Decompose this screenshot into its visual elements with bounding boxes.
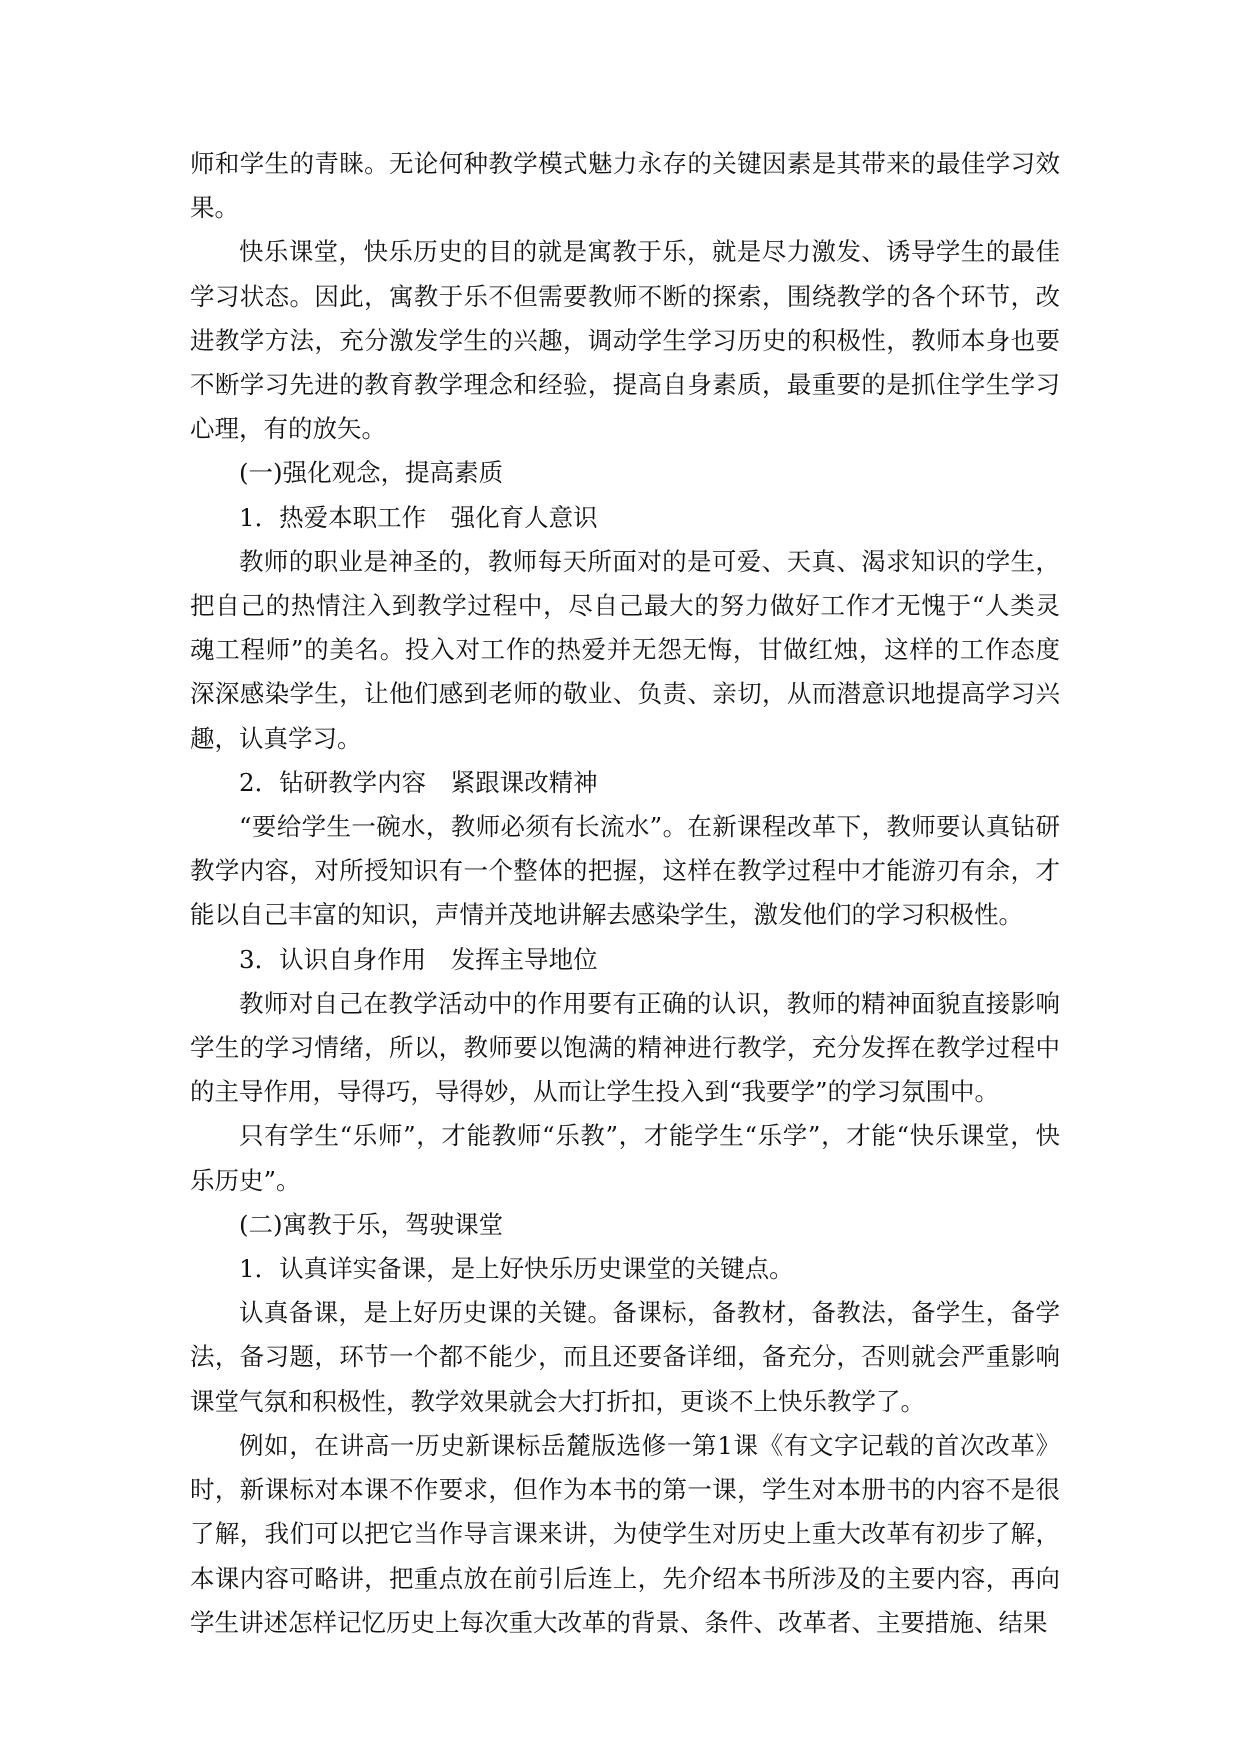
subsection-heading: 1．认真详实备课，是上好快乐历史课堂的关键点。 (239, 1254, 794, 1284)
section-heading: (一)强化观念，提高素质 (239, 458, 504, 488)
paragraph-continued: 师和学生的青睐。无论何种教学模式魅力永存的关键因素是其带来的最佳学习效果。 (190, 149, 1060, 223)
paragraph-body: 只有学生“乐师”，才能教师“乐教”，才能学生“乐学”，才能“快乐课堂，快乐历史”。 (190, 1121, 1060, 1195)
paragraph-body: 教师的职业是神圣的，教师每天所面对的是可爱、天真、渴求知识的学生，把自己的热情注入到教学过程中，尽自己最大的努力做好工作才无愧于“人类灵魂工程师”的美名。投入对工作的热爱并无怨无悔，甘做红烛，这样的工作态度深深感染学生，让他们感到老师的敬业、负责、亲切，从而潜意识地提高学习兴趣，认真学习。 (190, 546, 1060, 753)
subsection-heading: 1．热爱本职工作 强化育人意识 (239, 502, 598, 532)
subsection-heading: 3．认识自身作用 发挥主导地位 (239, 944, 598, 974)
paragraph-body: 教师对自己在教学活动中的作用要有正确的认识，教师的精神面貌直接影响学生的学习情绪，所以，教师要以饱满的精神进行教学，充分发挥在教学过程中的主导作用，导得巧，导得妙，从而让学生投入到“我要学”的学习氛围中。 (190, 988, 1060, 1107)
document-body (190, 142, 1060, 1645)
paragraph-body: “要给学生一碗水，教师必须有长流水”。在新课程改革下，教师要认真钻研教学内容，对所授知识有一个整体的把握，这样在教学过程中才能游刃有余，才能以自己丰富的知识，声情并茂地讲解去感染学生，激发他们的学习积极性。 (190, 812, 1060, 930)
paragraph-body: 认真备课，是上好历史课的关键。备课标，备教材，备教法，备学生，备学法，备习题，环节一个都不能少，而且还要备详细，备充分，否则就会严重影响课堂气氛和积极性，教学效果就会大打折扣，更谈不上快乐教学了。 (190, 1298, 1060, 1416)
paragraph-body: 例如，在讲高一历史新课标岳麓版选修一第1课《有文字记载的首次改革》时，新课标对本课不作要求，但作为本书的第一课，学生对本册书的内容不是很了解，我们可以把它当作导言课来讲，为使学生对历史上重大改革有初步了解，本课内容可略讲，把重点放在前引后连上，先介绍本书所涉及的主要内容，再向学生讲述怎样记忆历史上每次重大改革的背景、条件、改革者、主要措施、结果 (190, 1430, 1060, 1637)
section-heading: (二)寓教于乐，驾驶课堂 (239, 1209, 504, 1239)
subsection-heading: 2．钻研教学内容 紧跟课改精神 (239, 767, 598, 797)
paragraph-body: 快乐课堂，快乐历史的目的就是寓教于乐，就是尽力激发、诱导学生的最佳学习状态。因此，寓教于乐不但需要教师不断的探索，围绕教学的各个环节，改进教学方法，充分激发学生的兴趣，调动学生学习历史的积极性，教师本身也要不断学习先进的教育教学理念和经验，提高自身素质，最重要的是抓住学生学习心理，有的放矢。 (190, 237, 1060, 444)
